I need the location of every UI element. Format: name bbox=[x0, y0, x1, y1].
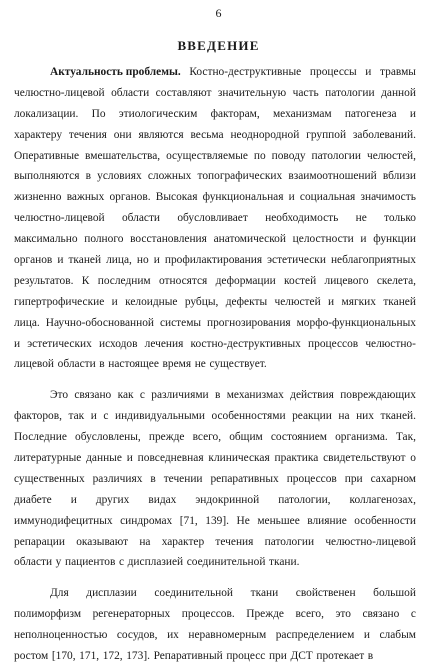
text-line: области у пациентов с дисплазией соединительной ткани. bbox=[14, 556, 300, 569]
text-line: существенных различиях в течении репаративных процессов при сахарном bbox=[14, 472, 416, 485]
text-line: репарации оказывают на характер течения патологии челюстно-лицевой bbox=[14, 535, 416, 548]
text-line: челюстно-лицевой области составляют значительную часть патологии данной bbox=[14, 86, 416, 99]
paragraph-gap bbox=[14, 375, 416, 385]
text-line: и эстетических исходов лечения костно-деструктивных процессов челюстно- bbox=[14, 337, 416, 350]
text-line: Оперативные вмешательства, осуществляемые по поводу патологии челюстей, bbox=[14, 149, 416, 162]
text-line: полиморфизм регенераторных процессов. Прежде всего, это связано с bbox=[14, 608, 416, 621]
paragraph bbox=[14, 62, 416, 375]
lead-heading: Актуальность проблемы. bbox=[50, 66, 181, 78]
text-line: челюстно-лицевой области обусловливает необходимость не только bbox=[14, 212, 416, 225]
text-line: неполноценностью сосудов, их неравномерным распределением и слабым bbox=[14, 629, 416, 642]
text-line: Это связано как с различиями в механизмах действия повреждающих bbox=[50, 389, 416, 402]
text-line: факторов, так и с индивидуальными особенностями реакции на них тканей. bbox=[14, 410, 416, 423]
text-line: органов и тканей лица, но и профилактирования эстетически неблагоприятных bbox=[14, 254, 416, 267]
text-line: результатов. К последним относятся деформации костей лицевого скелета, bbox=[14, 274, 416, 287]
text-line: лица. Научно-обоснованной системы прогнозирования морфо-функциональных bbox=[14, 316, 416, 329]
text-line: иммунодифецитных синдромах [71, 139]. Не меньшее влияние особенности bbox=[14, 514, 416, 527]
text-line: локализации. По этиологическим факторам, механизмам патогенеза и bbox=[14, 107, 416, 120]
paragraph bbox=[14, 385, 416, 573]
paragraph-gap bbox=[14, 573, 416, 583]
text-line: жизненно важных органов. Высокая функциональная и социальная значимость bbox=[14, 191, 416, 204]
section-title: ВВЕДЕНИЕ bbox=[177, 38, 260, 53]
text-line: литературные данные и повседневная клиническая практика свидетельствуют о bbox=[14, 452, 416, 465]
text-line: характеру течения они являются весьма неоднородной группой заболеваний. bbox=[14, 128, 416, 141]
text-line: гипертрофические и келоидные рубцы, дефекты челюстей и мягких тканей bbox=[14, 295, 416, 308]
page-number: 6 bbox=[215, 6, 222, 20]
text-line: диабете и других видах эндокринной патологии, коллагенозах, bbox=[14, 493, 416, 506]
text-line: максимально полного восстановления анатомической целостности и функции bbox=[14, 233, 416, 246]
text-line: Актуальность проблемы. Костно-деструктивные процессы и травмы bbox=[14, 62, 416, 83]
text-line: лицевой области в настоящее время не существует. bbox=[14, 358, 267, 371]
text-line: Последние обусловлены, прежде всего, общим состоянием организма. Так, bbox=[14, 431, 416, 444]
text-line: выполняются в условиях сложных топографических взаимоотношений вблизи bbox=[14, 170, 416, 183]
document-body bbox=[14, 62, 416, 667]
paragraph bbox=[14, 583, 416, 667]
text-line: ростом [170, 171, 172, 173]. Репаративный процесс при ДСТ протекает в bbox=[14, 650, 374, 663]
text-line: Для дисплазии соединительной ткани свойственен большой bbox=[50, 587, 416, 600]
